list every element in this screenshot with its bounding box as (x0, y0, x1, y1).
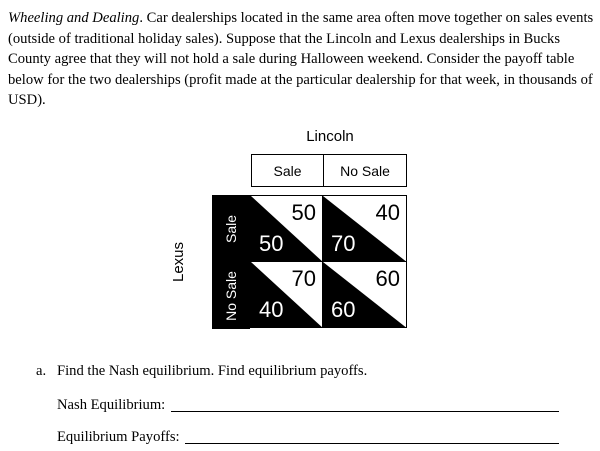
equilibrium-payoffs-label: Equilibrium Payoffs: (57, 429, 180, 445)
lexus-payoff: 40 (259, 297, 284, 322)
lincoln-payoff: 40 (375, 200, 400, 225)
lincoln-payoff: 60 (375, 266, 400, 291)
lexus-payoff: 50 (259, 231, 284, 256)
lexus-payoff: 60 (331, 297, 356, 322)
payoff-cell-no-sale-sale (250, 261, 323, 328)
problem-body: . Car dealerships located in the same area often move together on sales events (outside of traditional holiday sales). Suppose that the Lincoln and Lexus dealerships in Bucks County agree that they will not hold a sale during Halloween weekend. Consider the payoff table below for the two dealerships (profit made at the particular dealership for that week, in thousands of USD). (8, 10, 594, 109)
column-player-label: Lincoln (306, 128, 354, 145)
row-header-sale: Sale (212, 195, 250, 262)
row-header-no-sale: No Sale (212, 262, 250, 329)
nash-equilibrium-answer-line[interactable] (171, 411, 559, 412)
lincoln-payoff: 70 (291, 266, 316, 291)
column-header-no-sale: No Sale (323, 154, 407, 187)
column-header-sale: Sale (251, 154, 324, 187)
nash-equilibrium-label: Nash Equilibrium: (57, 397, 166, 413)
question-label: a. (36, 363, 47, 379)
payoff-cell-no-sale-no-sale (322, 261, 407, 328)
equilibrium-payoffs-answer-line[interactable] (185, 443, 559, 444)
problem-statement (8, 8, 596, 111)
payoff-cell-sale-sale (250, 195, 323, 262)
payoff-cell-sale-no-sale (322, 195, 407, 262)
lexus-payoff: 70 (331, 231, 356, 256)
row-player-label: Lexus (170, 241, 187, 283)
problem-title: Wheeling and Dealing (8, 10, 140, 26)
question-text: Find the Nash equilibrium. Find equilibrium payoffs. (57, 363, 368, 379)
lincoln-payoff: 50 (291, 200, 316, 225)
